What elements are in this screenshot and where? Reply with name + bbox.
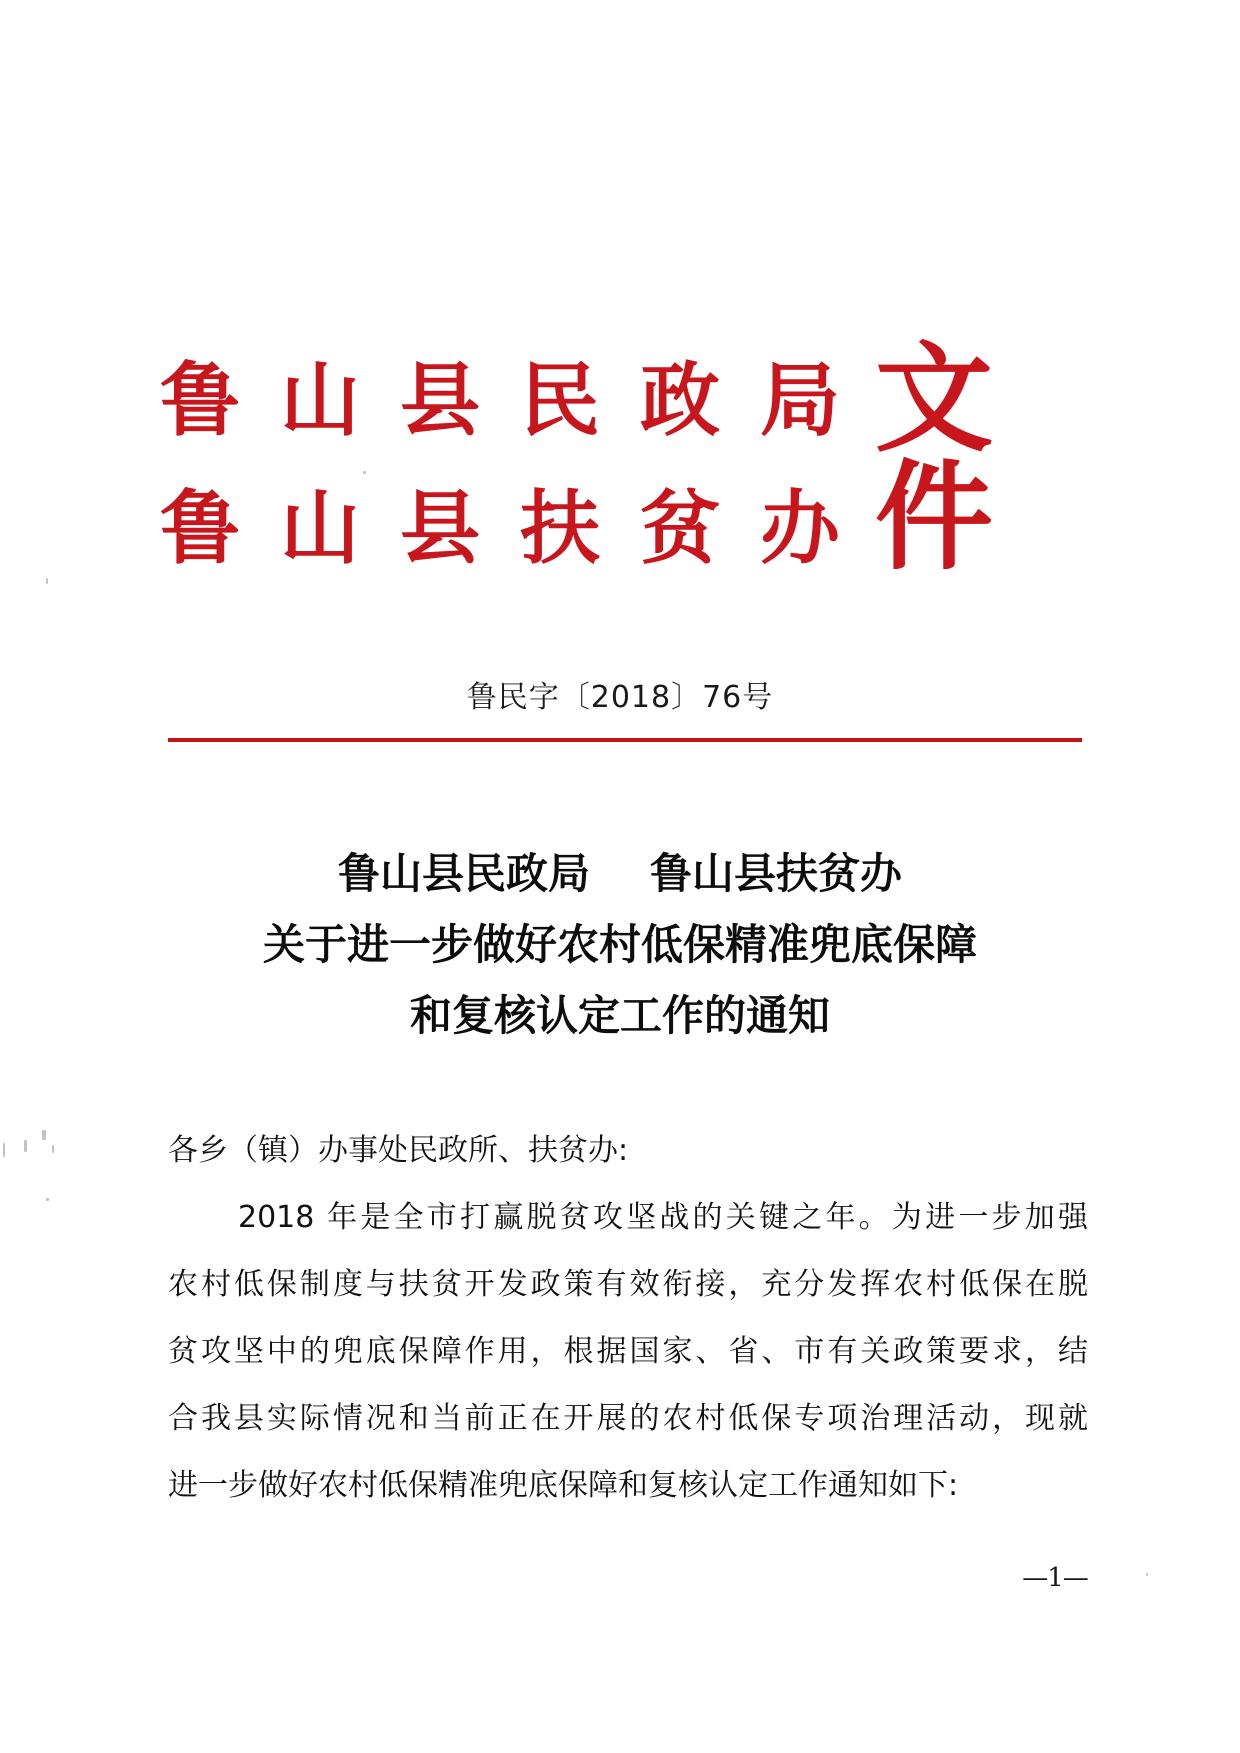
- red-separator-line: [168, 738, 1082, 742]
- masthead-issuer-civil-affairs: [160, 350, 840, 450]
- masthead-char: 局: [760, 353, 840, 447]
- masthead-char: 县: [400, 353, 480, 447]
- document-title: [0, 838, 1240, 1051]
- title-issuer-right: 鲁山县扶贫办: [650, 849, 903, 898]
- title-subject-line-2: 和复核认定工作的通知: [409, 991, 830, 1040]
- masthead-char: 贫: [640, 481, 720, 575]
- page-number: —1—: [1022, 1563, 1088, 1593]
- masthead-char: 办: [760, 481, 840, 575]
- document-body: [168, 1118, 1088, 1519]
- document-number: 鲁民字〔2018〕76号: [466, 680, 774, 715]
- title-subject-line-1: 关于进一步做好农村低保精准兜底保障: [262, 920, 977, 969]
- scan-speck: [3, 1143, 5, 1157]
- paragraph-line: 2018 年是全市打赢脱贫攻坚战的关键之年。为进一步加强: [238, 1200, 1088, 1235]
- paragraph-line: 进一步做好农村低保精准兜底保障和复核认定工作通知如下:: [168, 1468, 959, 1503]
- scan-speck: [42, 1130, 46, 1140]
- paragraph-line: 农村低保制度与扶贫开发政策有效衔接，充分发挥农村低保在脱: [168, 1267, 1088, 1302]
- scan-speck: [46, 1198, 49, 1201]
- masthead-char: 政: [640, 353, 720, 447]
- masthead-char: 扶: [520, 481, 600, 575]
- masthead-issuer-poverty-office: [160, 478, 840, 578]
- salutation: 各乡（镇）办事处民政所、扶贫办:: [168, 1133, 629, 1168]
- paragraph-line: 贫攻坚中的兜底保障作用，根据国家、省、市有关政策要求，结: [168, 1334, 1088, 1369]
- scan-speck: [1146, 1573, 1148, 1576]
- masthead-suffix-document: 文件: [875, 329, 990, 586]
- scan-speck: [24, 1140, 27, 1152]
- title-issuer-left: 鲁山县民政局: [337, 849, 590, 898]
- paragraph-line: 合我县实际情况和当前正在开展的农村低保专项治理活动，现就: [168, 1401, 1088, 1436]
- masthead-char: 山: [280, 481, 360, 575]
- scan-speck: [46, 578, 48, 584]
- masthead-char: 鲁: [160, 353, 240, 447]
- masthead-char: 县: [400, 481, 480, 575]
- masthead-char: 鲁: [160, 481, 240, 575]
- masthead-char: 山: [280, 353, 360, 447]
- red-masthead: [160, 329, 1100, 586]
- masthead-char: 民: [520, 353, 600, 447]
- scan-speck: [363, 471, 366, 474]
- title-issuers-line: [0, 838, 1240, 909]
- scan-speck: [52, 1145, 54, 1153]
